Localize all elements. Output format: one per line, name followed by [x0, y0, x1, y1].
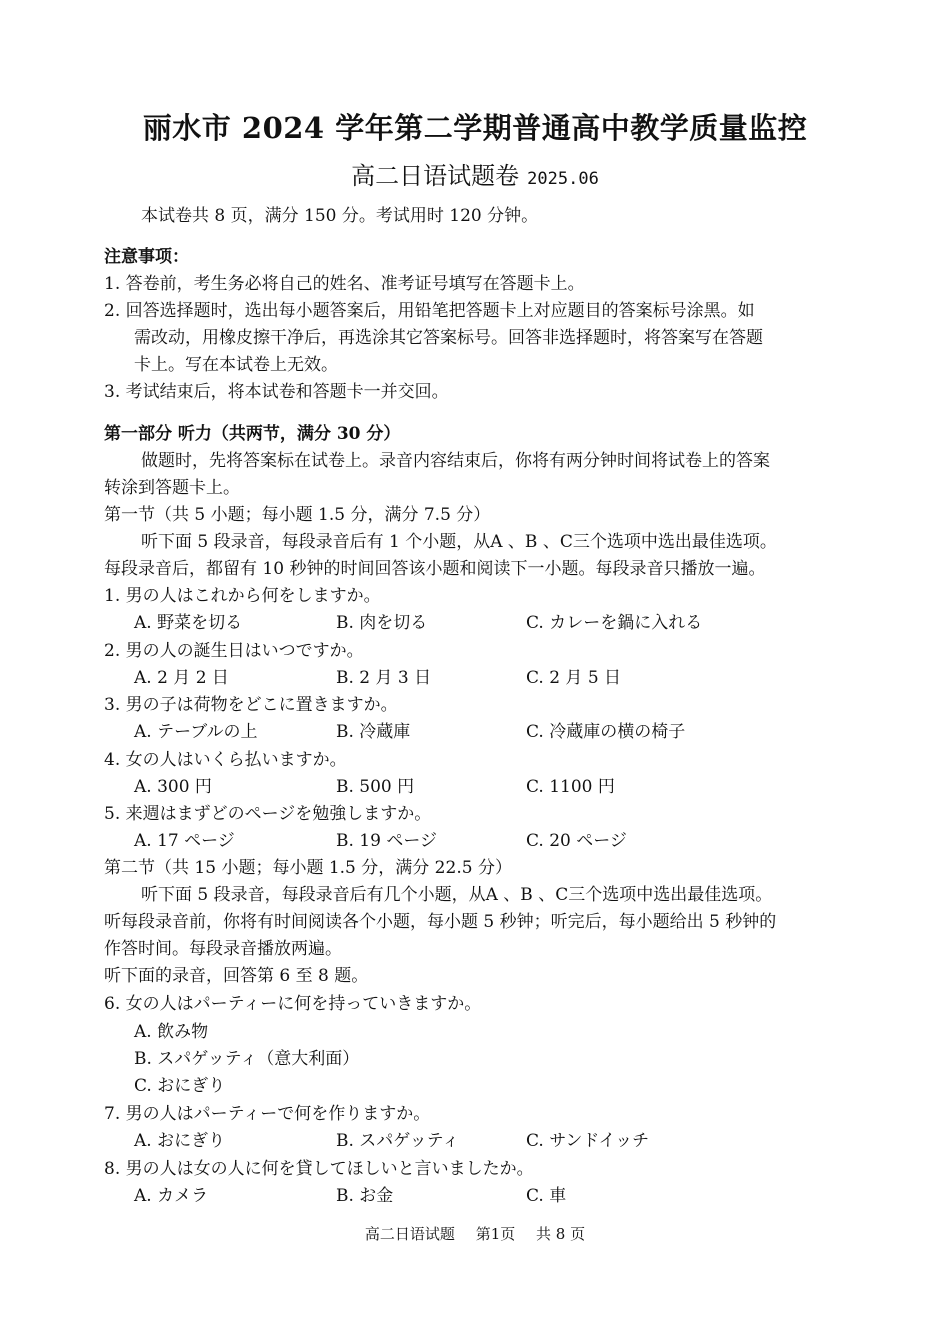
section2-para: 听每段录音前，你将有时间阅读各个小题，每小题 5 秒钟；听完后，每小题给出 5 秒钟的: [104, 912, 777, 932]
question-3: 3. 男の子は荷物をどこに置きますか。: [104, 695, 398, 715]
group-intro: 听下面的录音，回答第 6 至 8 题。: [104, 966, 369, 986]
section2-para: 听下面 5 段录音，每段录音后有几个小题，从A 、B 、C三个选项中选出最佳选项。: [141, 885, 773, 905]
section1-para: 每段录音后，都留有 10 秒钟的时间回答该小题和阅读下一小题。每段录音只播放一遍。: [104, 559, 766, 579]
q8-option-c: C. 車: [526, 1186, 567, 1206]
exam-subtitle: [0, 156, 950, 191]
notice-item: 1. 答卷前，考生务必将自己的姓名、准考证号填写在答题卡上。: [104, 274, 585, 294]
subtitle-text: 高二日语试题卷: [351, 162, 520, 190]
part1-para: 转涂到答题卡上。: [104, 478, 240, 498]
q7-option-c: C. サンドイッチ: [526, 1131, 650, 1151]
q4-option-a: A. 300 円: [134, 777, 212, 797]
question-6: 6. 女の人はパーティーに何を持っていきますか。: [104, 994, 482, 1014]
question-1: 1. 男の人はこれから何をしますか。: [104, 586, 381, 606]
q3-option-b: B. 冷蔵庫: [336, 722, 411, 742]
intro-text: 本试卷共 8 页，满分 150 分。考试用时 120 分钟。: [141, 206, 539, 226]
section1-para: 听下面 5 段录音，每段录音后有 1 个小题，从A 、B 、C三个选项中选出最佳选项。: [141, 532, 777, 552]
question-5: 5. 来週はまずどのページを勉強しますか。: [104, 804, 432, 824]
q7-option-b: B. スパゲッティ: [336, 1131, 460, 1151]
q3-option-a: A. テーブルの上: [134, 722, 258, 742]
q4-option-b: B. 500 円: [336, 777, 415, 797]
question-8: 8. 男の人は女の人に何を貸してほしいと言いましたか。: [104, 1159, 534, 1179]
exam-title: 丽水市 2024 学年第二学期普通高中教学质量监控: [142, 111, 808, 145]
section2-para: 作答时间。每段录音播放两遍。: [104, 939, 342, 959]
notice-item: 2. 回答选择题时，选出每小题答案后，用铅笔把答题卡上对应题目的答案标号涂黑。如: [104, 301, 755, 321]
q2-option-c: C. 2 月 5 日: [526, 668, 622, 688]
footer-exam-name: 高二日语试题: [364, 1225, 455, 1243]
part1-para: 做题时，先将答案标在试卷上。录音内容结束后，你将有两分钟时间将试卷上的答案: [141, 451, 770, 471]
q8-option-b: B. お金: [336, 1186, 394, 1206]
q1-option-a: A. 野菜を切る: [134, 613, 243, 633]
q1-option-b: B. 肉を切る: [336, 613, 428, 633]
notice-item: 3. 考试结束后，将本试卷和答题卡一并交回。: [104, 382, 449, 402]
q2-option-b: B. 2 月 3 日: [336, 668, 432, 688]
part1-heading: 第一部分 听力（共两节，满分 30 分）: [104, 424, 401, 444]
q6-option-a: A. 飲み物: [134, 1022, 209, 1042]
q6-option-c: C. おにぎり: [134, 1076, 226, 1096]
q4-option-c: C. 1100 円: [526, 777, 615, 797]
page-footer: [0, 1223, 950, 1244]
section1-heading: 第一节（共 5 小题；每小题 1.5 分，满分 7.5 分）: [104, 505, 491, 525]
notice-item-cont: 卡上。写在本试卷上无效。: [134, 355, 338, 375]
notice-item-cont: 需改动，用橡皮擦干净后，再选涂其它答案标号。回答非选择题时，将答案写在答题: [134, 328, 763, 348]
q5-option-a: A. 17 ページ: [134, 831, 235, 851]
question-7: 7. 男の人はパーティーで何を作りますか。: [104, 1104, 431, 1124]
exam-date: 2025.06: [527, 169, 599, 189]
q5-option-b: B. 19 ページ: [336, 831, 437, 851]
footer-total-pages: 共 8 页: [536, 1225, 586, 1243]
question-4: 4. 女の人はいくら払いますか。: [104, 750, 347, 770]
question-2: 2. 男の人の誕生日はいつですか。: [104, 641, 364, 661]
q8-option-a: A. カメラ: [134, 1186, 209, 1206]
q7-option-a: A. おにぎり: [134, 1131, 226, 1151]
q6-option-b: B. スパゲッティ（意大利面）: [134, 1049, 360, 1069]
q3-option-c: C. 冷蔵庫の横の椅子: [526, 722, 686, 742]
q5-option-c: C. 20 ページ: [526, 831, 627, 851]
section2-heading: 第二节（共 15 小题；每小题 1.5 分，满分 22.5 分）: [104, 858, 512, 878]
notice-heading: 注意事项：: [104, 247, 189, 267]
footer-page-number: 第1页: [475, 1225, 516, 1243]
q2-option-a: A. 2 月 2 日: [134, 668, 229, 688]
q1-option-c: C. カレーを鍋に入れる: [526, 613, 703, 633]
